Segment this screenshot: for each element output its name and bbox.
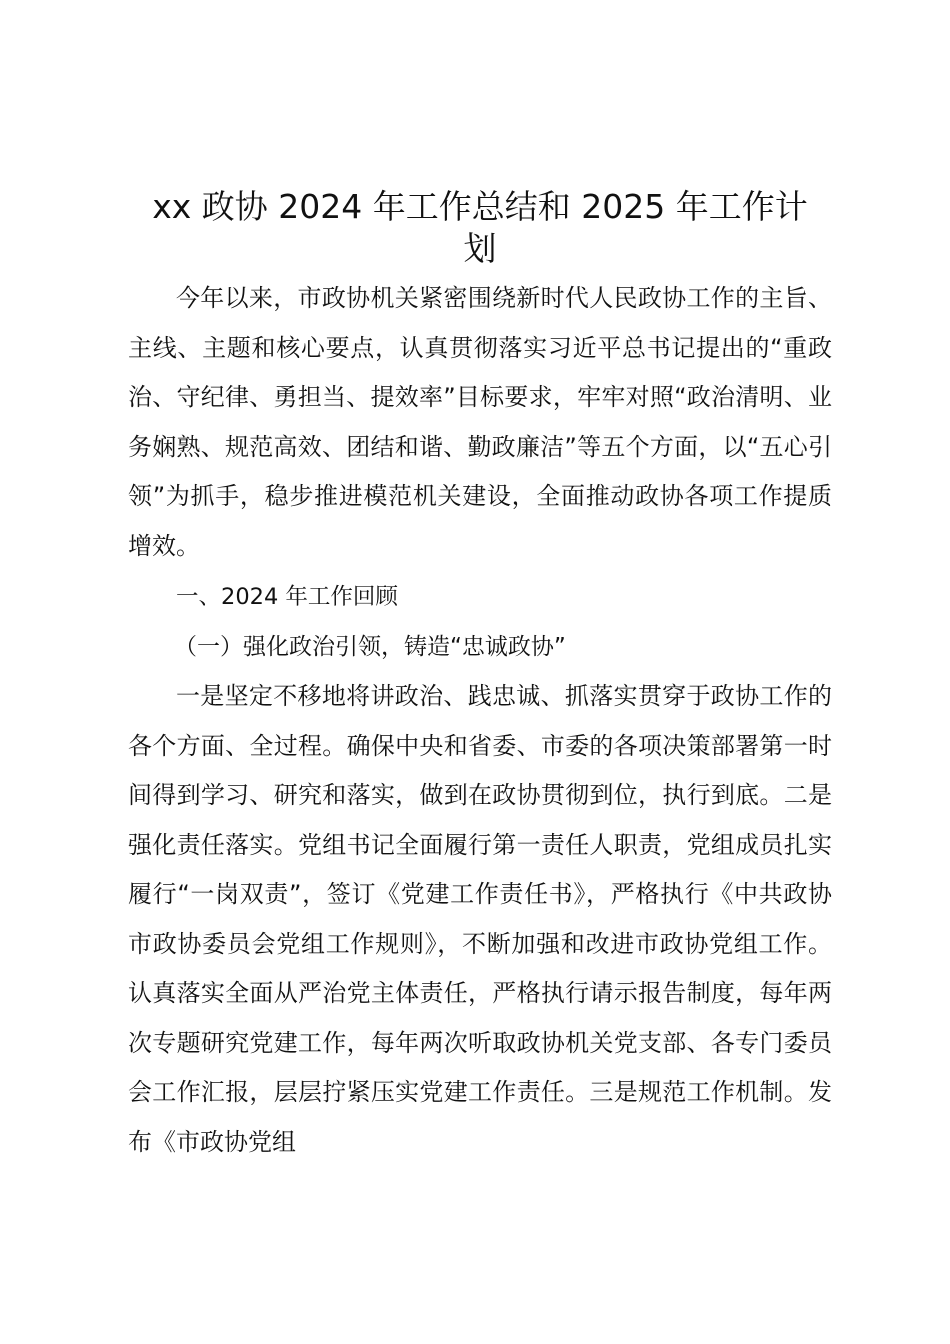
intro-paragraph: 今年以来，市政协机关紧密围绕新时代人民政协工作的主旨、主线、主题和核心要点，认真贯彻落实习近平总书记提出的“重政治、守纪律、勇担当、提效率”目标要求，牢牢对照“政治清明、业务娴熟、规范高效、团结和谐、勤政廉洁”等五个方面，以“五心引领”为抓手，稳步推进模范机关建设，全面推动政协各项工作提质增效。 (128, 284, 832, 560)
document-title (128, 186, 832, 270)
body-paragraph: 一是坚定不移地将讲政治、践忠诚、抓落实贯穿于政协工作的各个方面、全过程。确保中央和省委、市委的各项决策部署第一时间得到学习、研究和落实，做到在政协贯彻到位，执行到底。二是强化责任落实。党组书记全面履行第一责任人职责，党组成员扎实履行“一岗双责”，签订《党建工作责任书》，严格执行《中共政协市政协委员会党组工作规则》，不断加强和改进市政协党组工作。认真落实全面从严治党主体责任，严格执行请示报告制度，每年两次专题研究党建工作，每年两次听取政协机关党支部、各专门委员会工作汇报，层层拧紧压实党建工作责任。三是规范工作机制。发布《市政协党组 (128, 682, 832, 1156)
title-line-1: xx 政协 2024 年工作总结和 2025 年工作计 (152, 187, 808, 226)
section-heading: 一、2024 年工作回顾 (176, 584, 398, 610)
document-content (128, 186, 832, 1167)
subsection-heading: （一）强化政治引领，铸造“忠诚政协” (174, 633, 566, 660)
title-line-2: 划 (463, 229, 497, 268)
